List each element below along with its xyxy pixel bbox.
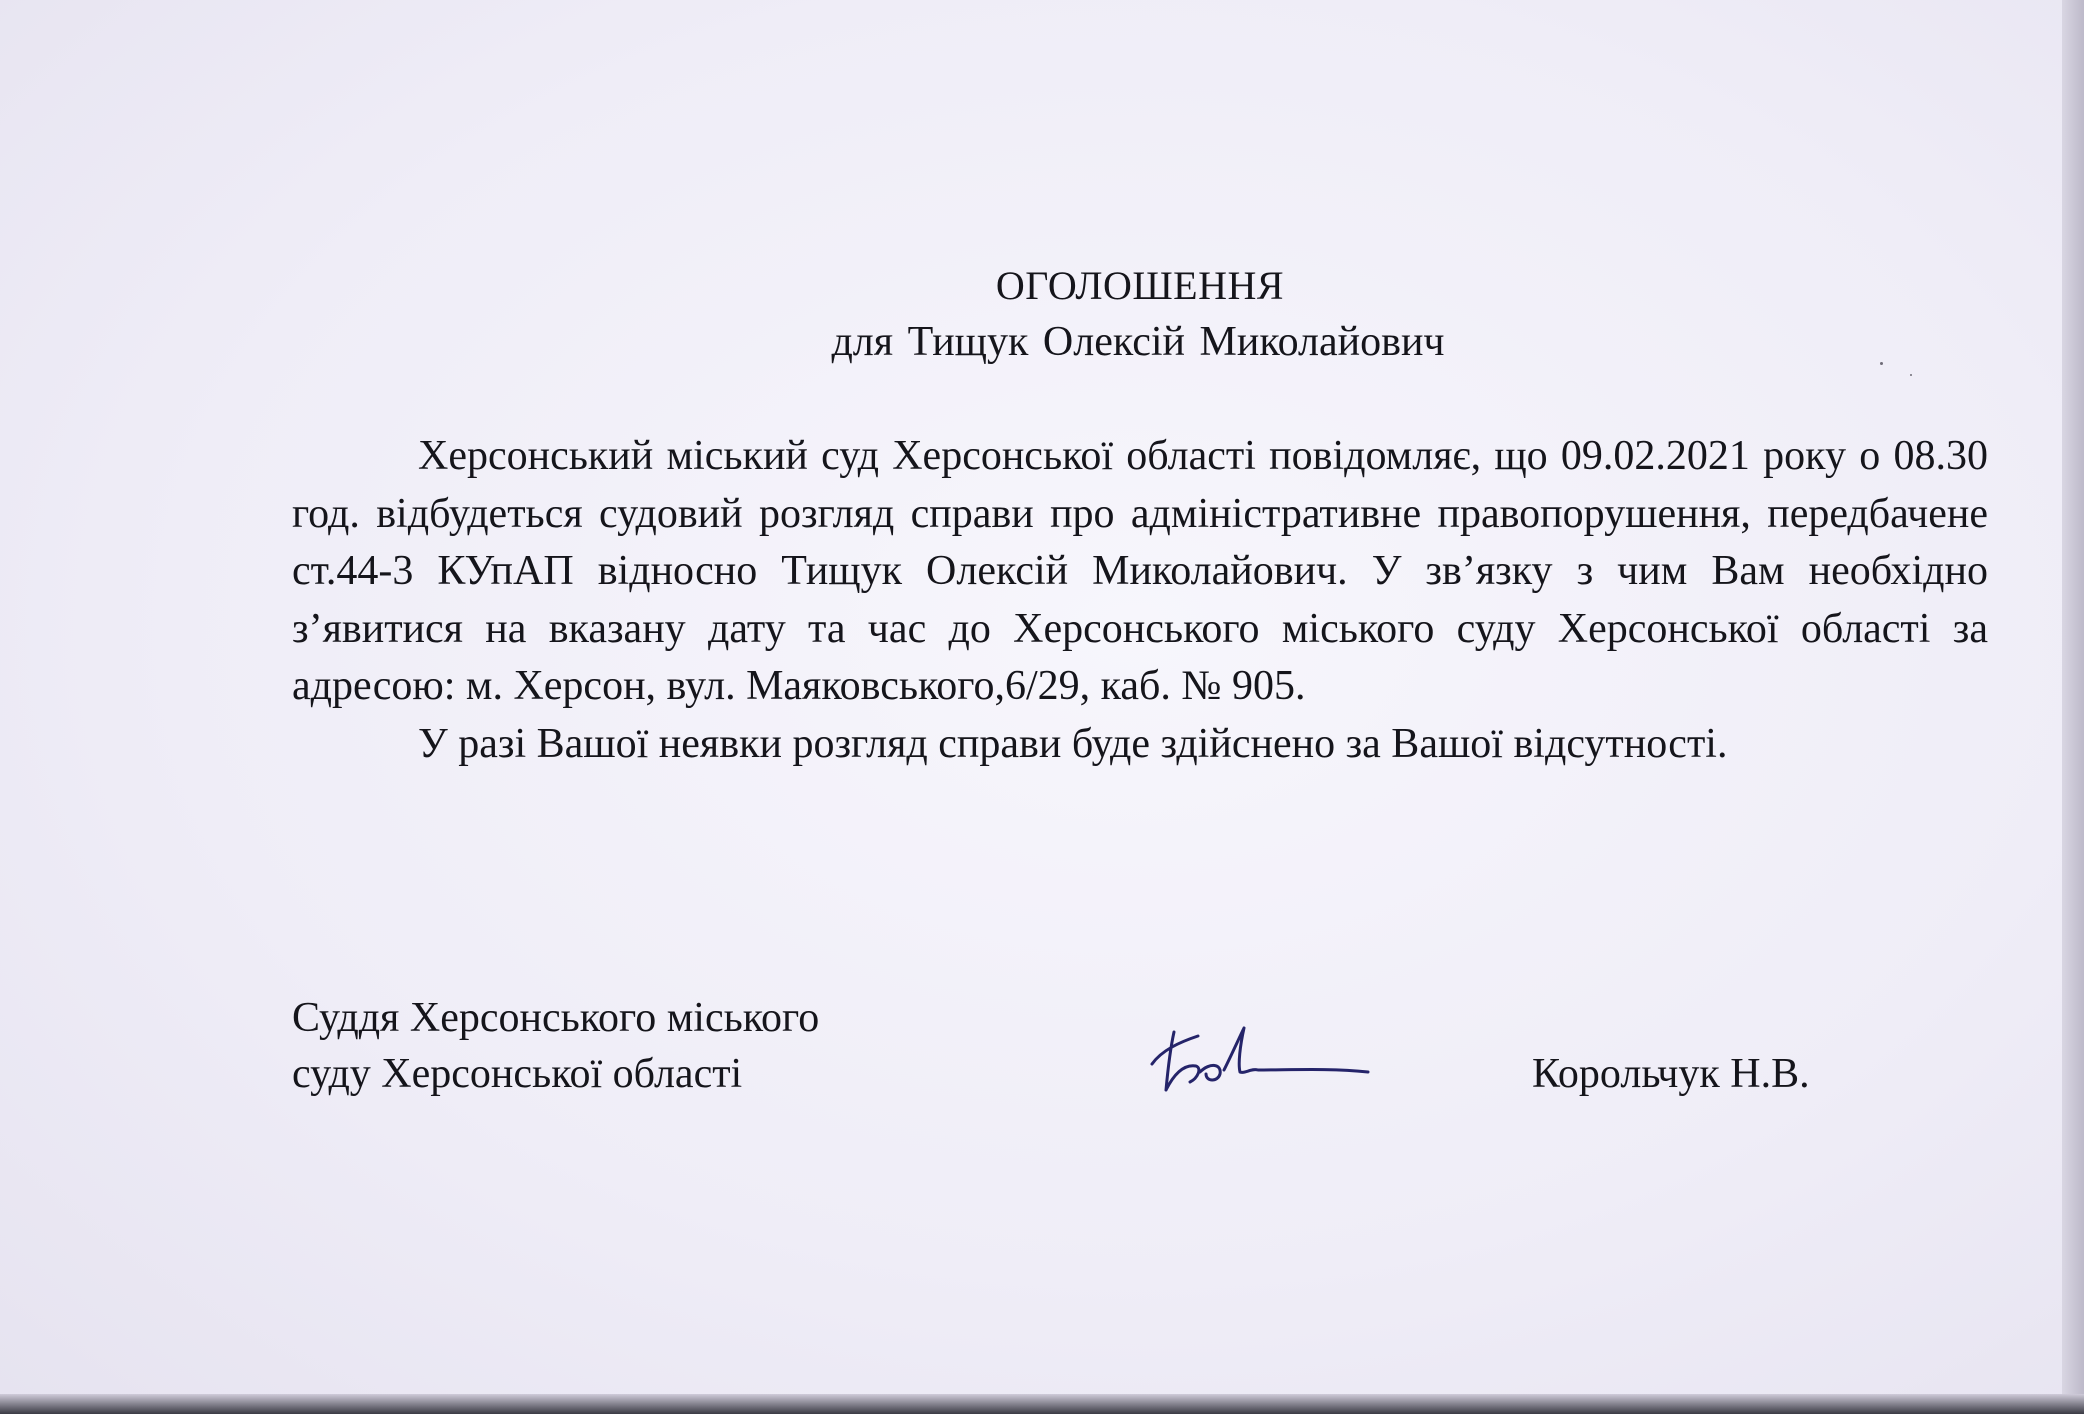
notice-body [292,428,1988,773]
handwritten-signature [1140,1010,1380,1100]
paper-speck [1910,374,1912,376]
judge-position-line-1: Суддя Херсонського міського [292,995,820,1041]
notice-paragraph-absence: У разі Вашої неявки розгляд справи буде здійснено за Вашої відсутності. [418,720,1728,767]
paper-edge-bottom [0,1394,2084,1414]
notice-addressee: для Тищук Олексій Миколайович [831,319,1445,365]
notice-title: ОГОЛОШЕННЯ [995,263,1285,308]
judge-name: Корольчук Н.В. [1532,1051,1810,1097]
paper-edge-right [2062,0,2084,1414]
judge-position-line-2: суду Херсонської області [292,1051,743,1097]
judge-position [292,990,819,1102]
notice-paragraph-main: Херсонський міський суд Херсонської області повідомляє, що 09.02.2021 року о 08.30 год. відбудеться судовий розгляд справи про адміністративне правопорушення, передбачене ст.44-3 КУпАП відносно Тищук Олексій Миколайович. У зв’язку з чим Вам необхідно з’явитися на вказану дату та час до Херсонського міського суду Херсонської області за адресою: м. Херсон, вул. Маяковського,6/29, каб. № 905. [292,433,1988,709]
